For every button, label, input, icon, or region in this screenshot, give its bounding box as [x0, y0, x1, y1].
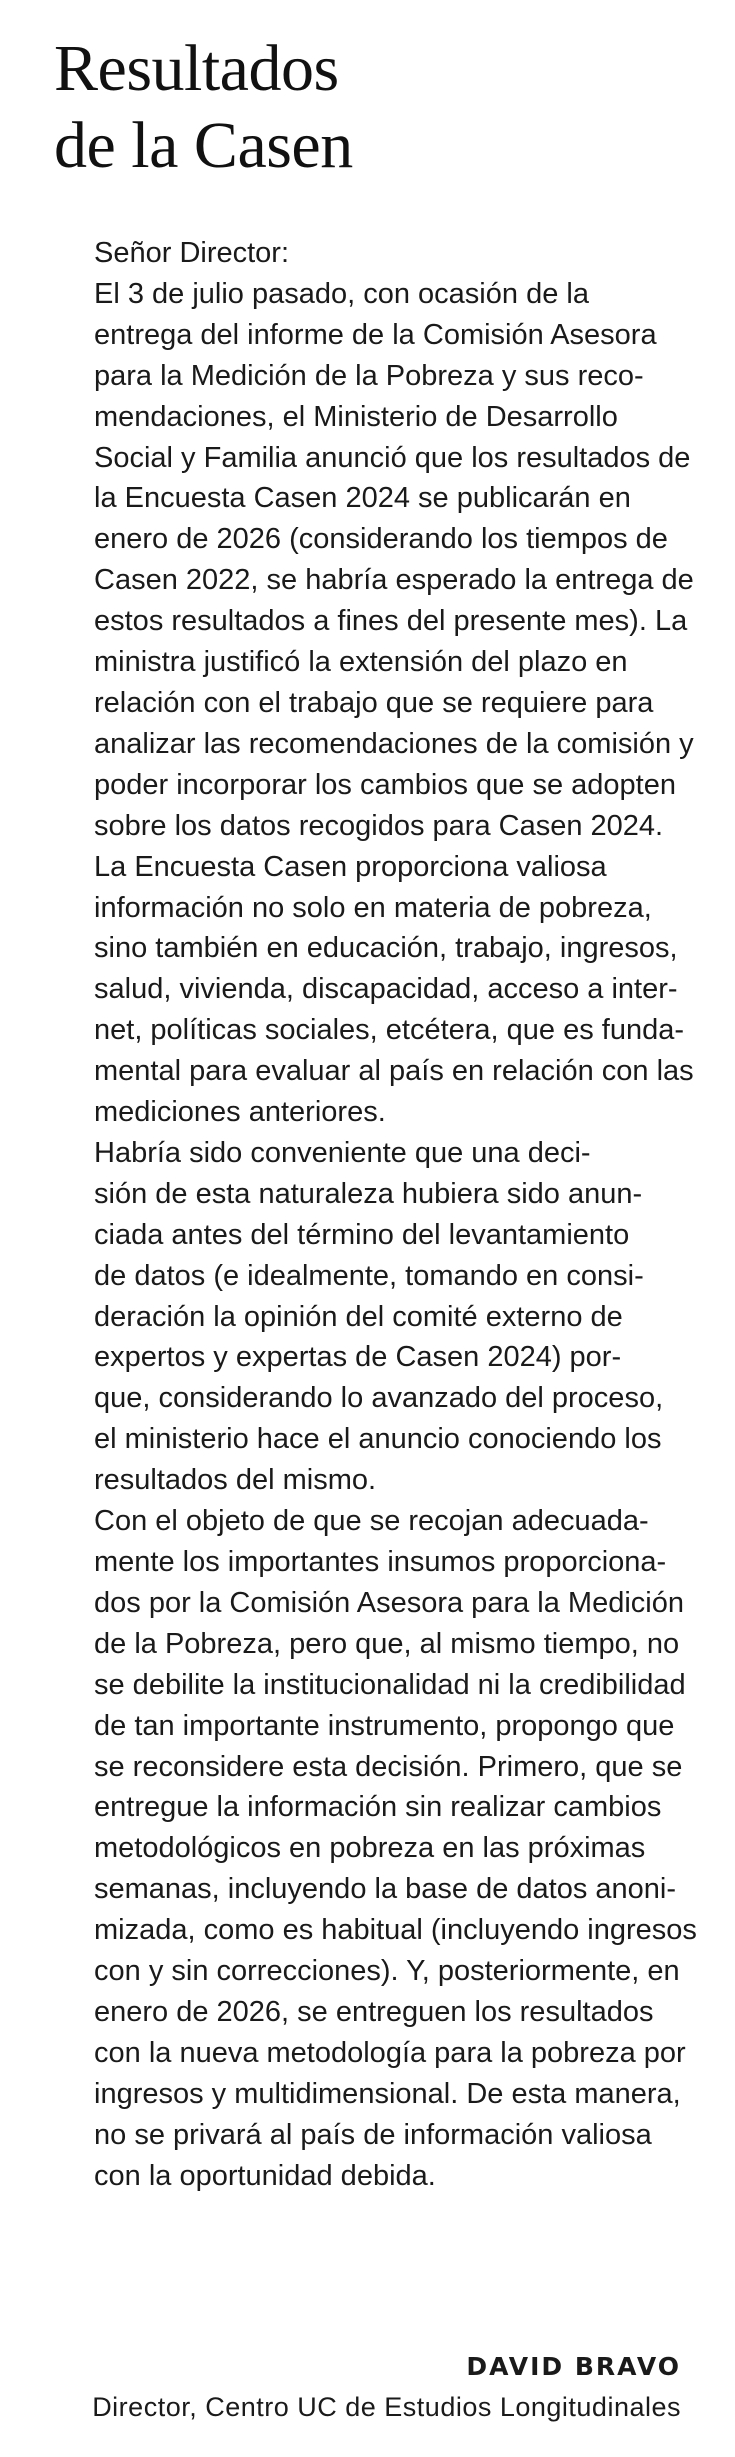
paragraph-line: poder incorporar los cambios que se adopten — [94, 768, 676, 801]
paragraph-line: relación con el trabajo que se requiere para — [94, 686, 654, 719]
paragraph-line: enero de 2026, se entreguen los resultados — [94, 1995, 654, 2028]
paragraph-line: metodológicos en pobreza en las próximas — [94, 1832, 646, 1865]
headline-line: de la Casen — [54, 109, 353, 182]
signature-name: DAVID BRAVO — [466, 2352, 681, 2381]
body-paragraph — [54, 847, 694, 1133]
paragraph-line: se reconsidere esta decisión. Primero, que se — [94, 1750, 683, 1783]
body-paragraph — [54, 1133, 684, 1501]
paragraph-line: El 3 de julio pasado, con ocasión de la — [94, 277, 589, 310]
paragraph-line: net, políticas sociales, etcétera, que es funda- — [94, 1014, 685, 1047]
paragraph-line: de la Pobreza, pero que, al mismo tiempo, no — [94, 1627, 680, 1660]
signature-title: Director, Centro UC de Estudios Longitudinales — [92, 2392, 681, 2422]
paragraph-line: Habría sido conveniente que una deci- — [94, 1136, 591, 1169]
paragraph-line: de tan importante instrumento, propongo que — [94, 1709, 675, 1742]
paragraph-line: con la nueva metodología para la pobreza por — [94, 2036, 686, 2069]
paragraph-line: entregue la información sin realizar cambios — [94, 1791, 662, 1824]
paragraph-line: estos resultados a fines del presente mes). La — [94, 605, 688, 638]
paragraph-line: Social y Familia anunció que los resultados de — [94, 441, 691, 474]
paragraph-line: mente los importantes insumos proporciona- — [94, 1546, 667, 1578]
paragraph-line: Casen 2022, se habría esperado la entrega de — [94, 564, 694, 597]
paragraph-line: sobre los datos recogidos para Casen 2024. — [94, 809, 664, 842]
paragraph-line: el ministerio hace el anuncio conociendo los — [94, 1423, 662, 1456]
paragraph-line: mental para evaluar al país en relación con las — [94, 1055, 694, 1088]
paragraph-line: salud, vivienda, discapacidad, acceso a inter- — [94, 973, 678, 1006]
paragraph-line: mediciones anteriores. — [94, 1096, 386, 1129]
paragraph-line: se debilite la institucionalidad ni la credibilidad — [94, 1668, 686, 1701]
paragraph-line: sino también en educación, trabajo, ingresos, — [94, 932, 678, 965]
paragraph-line: deración la opinión del comité externo de — [94, 1300, 623, 1333]
paragraph-line: resultados del mismo. — [94, 1464, 377, 1497]
paragraphs-container — [54, 274, 697, 2197]
paragraph-line: semanas, incluyendo la base de datos anoni- — [94, 1873, 676, 1906]
paragraph-line: mendaciones, el Ministerio de Desarrollo — [94, 400, 618, 433]
paragraph-line: no se privará al país de información valiosa — [94, 2118, 652, 2151]
paragraph-line: entrega del informe de la Comisión Asesora — [94, 318, 657, 351]
paragraph-line: que, considerando lo avanzado del proceso, — [94, 1382, 664, 1415]
paragraph-line: de datos (e idealmente, tomando en consi- — [94, 1259, 644, 1292]
paragraph-line: ciada antes del término del levantamiento — [94, 1218, 630, 1251]
paragraph-line: la Encuesta Casen 2024 se publicarán en — [94, 482, 631, 515]
body-paragraph — [54, 1501, 697, 2196]
paragraph-line: con y sin correcciones). Y, posteriormente, en — [94, 1955, 680, 1988]
paragraph-line: sión de esta naturaleza hubiera sido anun- — [94, 1177, 643, 1210]
paragraph-line: ingresos y multidimensional. De esta manera, — [94, 2077, 681, 2110]
paragraph-line: con la oportunidad debida. — [94, 2159, 436, 2192]
paragraph-line: La Encuesta Casen proporciona valiosa — [94, 850, 607, 883]
paragraph-line: dos por la Comisión Asesora para la Medición — [94, 1586, 684, 1619]
paragraph-line: ministra justificó la extensión del plazo en — [94, 646, 628, 679]
paragraph-line: mizada, como es habitual (incluyendo ingresos — [94, 1914, 697, 1947]
letter-body — [54, 233, 697, 2197]
paragraph-line: para la Medición de la Pobreza y sus reco- — [94, 359, 644, 392]
body-paragraph — [54, 274, 694, 847]
headline-line: Resultados — [54, 32, 339, 105]
paragraph-line: expertos y expertas de Casen 2024) por- — [94, 1341, 622, 1374]
headline — [54, 30, 694, 184]
paragraph-line: Con el objeto de que se recojan adecuada- — [94, 1505, 649, 1538]
paragraph-line: información no solo en materia de pobreza, — [94, 891, 652, 924]
paragraph-line: enero de 2026 (considerando los tiempos de — [94, 523, 668, 556]
paragraph-line: analizar las recomendaciones de la comisión y — [94, 727, 694, 760]
salutation: Señor Director: — [94, 237, 290, 269]
